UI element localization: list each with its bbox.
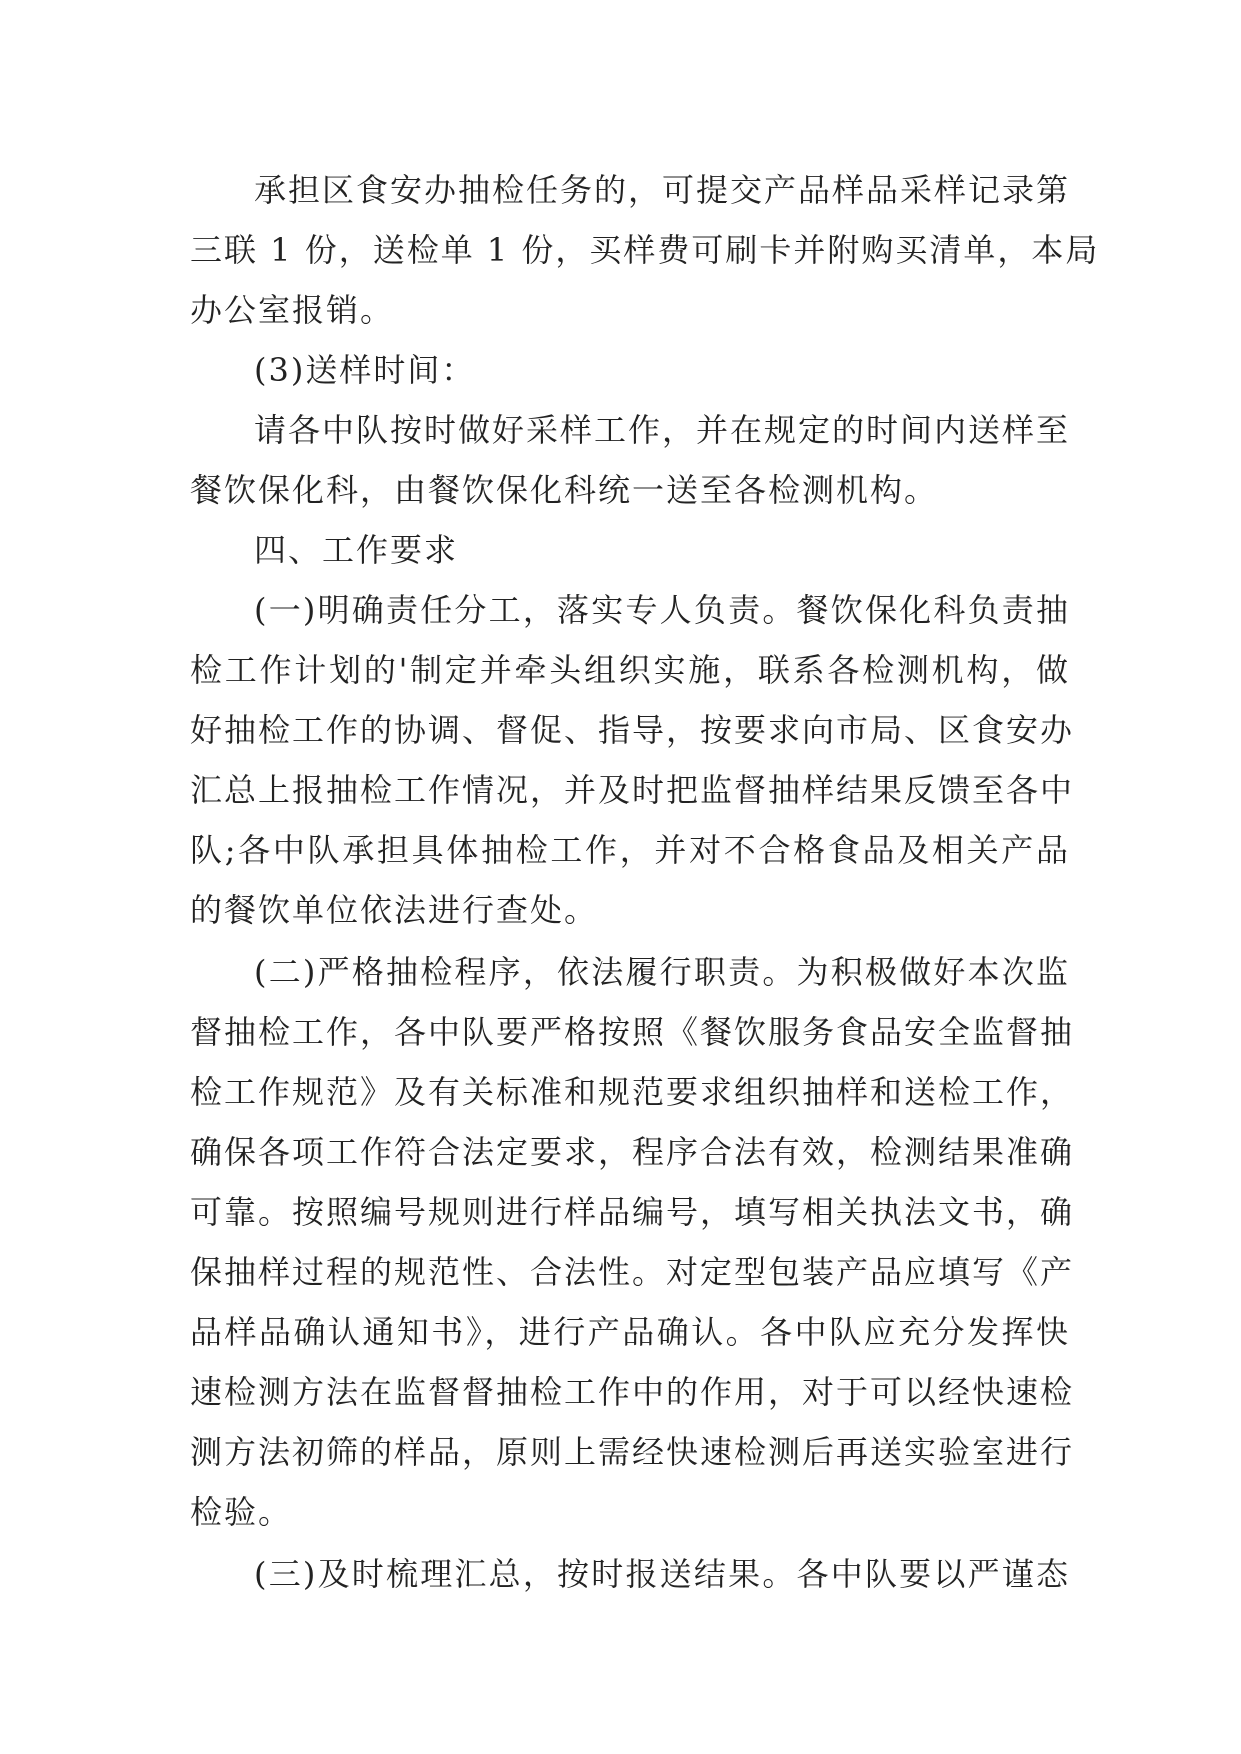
paragraph-line: 检工作计划的'制定并牵头组织实施，联系各检测机构，做 [190, 651, 1070, 689]
paragraph-line: 汇总上报抽检工作情况，并及时把监督抽样结果反馈至各中 [190, 771, 1075, 809]
paragraph-line: 承担区食安办抽检任务的，可提交产品样品采样记录第 [254, 171, 1071, 209]
paragraph-line: 品样品确认通知书》，进行产品确认。各中队应充分发挥快 [190, 1313, 1070, 1351]
paragraph-line: (三)及时梳理汇总，按时报送结果。各中队要以严谨态 [254, 1555, 1070, 1593]
document-body [190, 160, 1100, 1604]
paragraph-line: 的餐饮单位依法进行查处。 [190, 891, 599, 929]
paragraph-line: 保抽样过程的规范性、合法性。对定型包装产品应填写《产 [190, 1253, 1075, 1291]
paragraph-line: 请各中队按时做好采样工作，并在规定的时间内送样至 [254, 411, 1071, 449]
paragraph-line: 测方法初筛的样品，原则上需经快速检测后再送实验室进行 [190, 1433, 1075, 1471]
section-subheading: (3)送样时间： [254, 351, 476, 389]
paragraph-line: 好抽检工作的协调、督促、指导，按要求向市局、区食安办 [190, 711, 1075, 749]
paragraph-line: 三联 1 份，送检单 1 份，买样费可刷卡并附购买清单，本局 [190, 231, 1100, 269]
paragraph-line: 可靠。按照编号规则进行样品编号，填写相关执法文书，确 [190, 1193, 1075, 1231]
paragraph-line: 检验。 [190, 1493, 293, 1531]
paragraph-line: 督抽检工作，各中队要严格按照《餐饮服务食品安全监督抽 [190, 1013, 1075, 1051]
paragraph-line: 检工作规范》及有关标准和规范要求组织抽样和送检工作， [190, 1073, 1075, 1111]
paragraph-line: (二)严格抽检程序，依法履行职责。为积极做好本次监 [254, 953, 1070, 991]
paragraph-line: 餐饮保化科，由餐饮保化科统一送至各检测机构。 [190, 471, 939, 509]
paragraph-line: 队;各中队承担具体抽检工作，并对不合格食品及相关产品 [190, 831, 1070, 869]
section-heading: 四、工作要求 [254, 531, 459, 569]
paragraph-line: 确保各项工作符合法定要求，程序合法有效，检测结果准确 [190, 1133, 1075, 1171]
paragraph-line: 速检测方法在监督督抽检工作中的作用，对于可以经快速检 [190, 1373, 1075, 1411]
paragraph-line: (一)明确责任分工，落实专人负责。餐饮保化科负责抽 [254, 591, 1070, 629]
paragraph-line: 办公室报销。 [190, 291, 395, 329]
